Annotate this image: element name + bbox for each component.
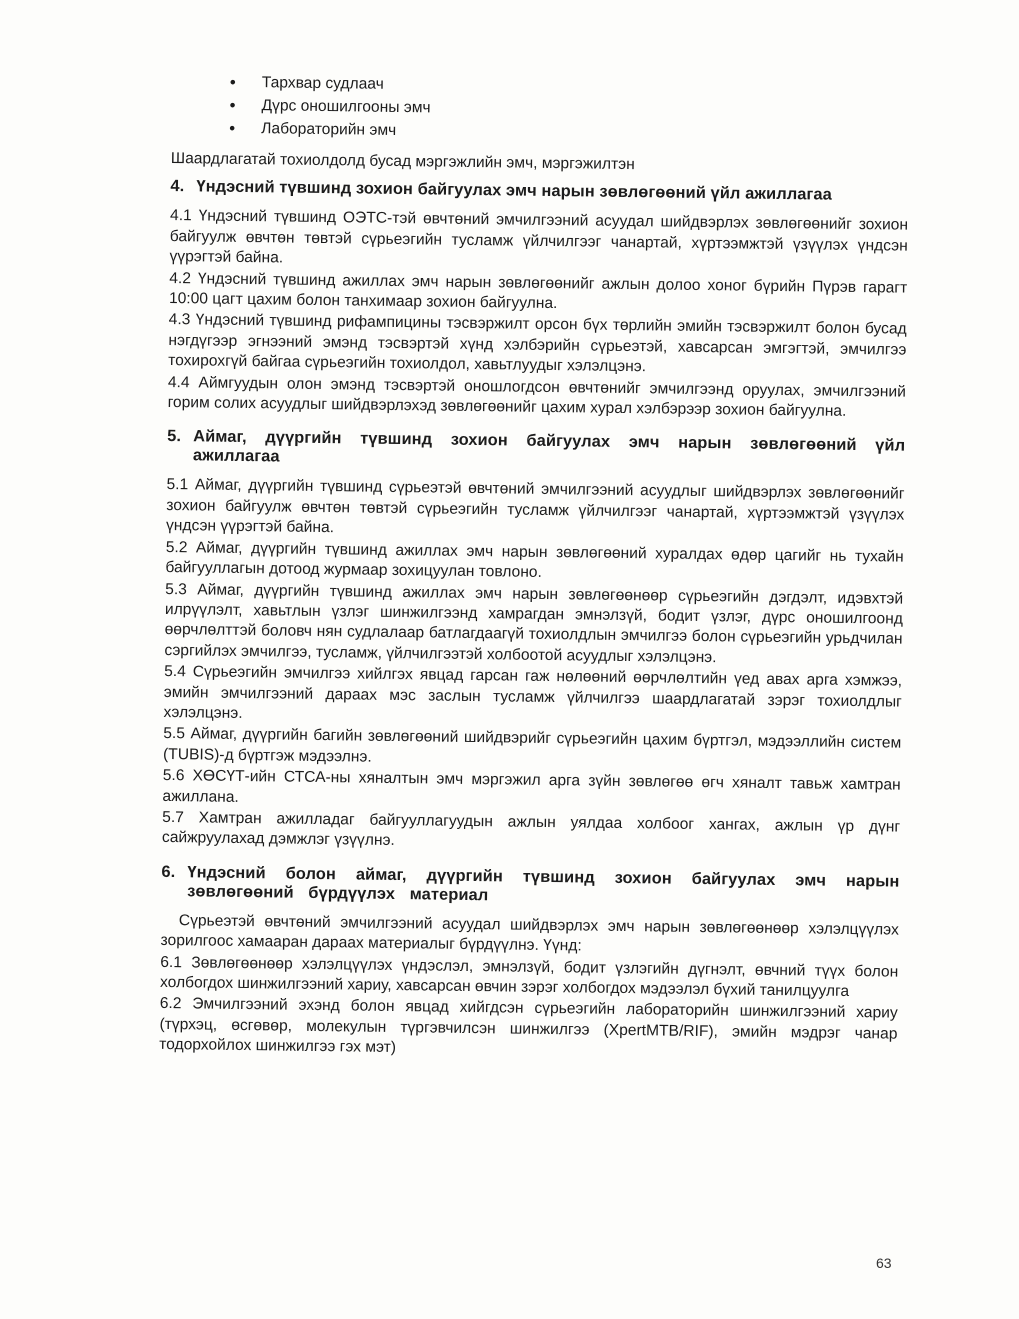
paragraph-6-2: 6.2 Эмчилгээний эхэнд болон явцад хийгдсэн сүрьеэгийн лабораторийн шинжилгээний хариу (түрхэц, өсгөвөр, молекулын түргэвчилсэн шинжилгээ (XpertMTB/RIF), эмийн мэдрэг чанар тодорхойлох шинжилгээ гэх мэт) <box>159 995 898 1057</box>
paragraph-5-5: 5.5 Аймаг, дүүргийн багийн зөвлөгөөний шийдвэрийг сүрьеэгийн цахим бүртгэл, мэдээллийн систем (TUBIS)-д бүртгэж мэдээлнэ. <box>162 725 902 766</box>
paragraph-5-6: 5.6 ХӨСҮТ-ийн СТСА-ны хяналтын эмч мэргэжил арга зүйн зөвлөгөө өгч хяналт тавьж хамтран ажиллана. <box>162 767 901 806</box>
paragraph-4-4: 4.4 Аймгуудын олон эмэнд тэсвэртэй оношлогдсон өвчтөнийг эмчилгээнд оруулах, эмчилгээний горим солих асуудлыг шийдвэрлэхэд зөвлөгөөнийг цахим хурал хэлбэрээр зохион байгуулна. <box>167 373 906 420</box>
section-number: 5. <box>167 427 182 446</box>
section-6-intro: Сүрьеэтэй өвчтөний эмчилгээний асуудал шийдвэрлэх эмч нарын зөвлөгөөнөөр хэлэлцүүлэх зорилгоос хамааран дараах материалыг бүрдүүлнэ. Үүнд: <box>160 911 899 955</box>
section-title: Үндэсний болон аймаг, дүүргийн түвшинд зохион байгуулах эмч нарын зөвлөгөөний бүрдүүлэх материал <box>187 863 900 904</box>
section-6-heading <box>161 863 899 911</box>
paragraph-5-3: 5.3 Аймаг, дүүргийн түвшинд ажиллах эмч нарын зөвлөгөөнөөр сүрьеэгийн дэгдэлт, идэвхтэй илрүүлэлт, хавьтлын үзлэг шинжилгээнд хамрагдан эмнэлзүй, бодит үзлэг, дүрс оношилгоонд өөрчлөлттэй боловч нян судлалаар батлагдаагүй тохиолдлын эмчилгээ болон сүрьеэгийн урьдчилан сэргийлэх эмчилгээ, тусламж, үйлчилгээтэй холбоотой асуудлыг хэлэлцэнэ. <box>164 580 904 666</box>
specialist-list <box>229 71 910 149</box>
list-item: • Тархвар судлаач <box>230 71 910 103</box>
section-5-heading <box>167 427 905 475</box>
paragraph-6-1: 6.1 Зөвлөгөөнөөр хэлэлцүүлэх үндэслэл, эмнэлзүй, бодит үзлэгийн дүгнэлт, өвчний түүх болон холбогдох шинжилгээний хариу, хавсарсан өвчин зэрэг холбогдох мэдээлэл бүхий танилцуулга <box>159 953 899 1000</box>
section-number: 4. <box>170 177 185 196</box>
section-4-heading <box>170 177 908 206</box>
paragraph-4-1: 4.1 Үндэсний түвшинд ОЭТС-тэй өвчтөний эмчилгээний асуудал шийдвэрлэх зөвлөгөөнийг зохион байгуулж өвчтөн төвтэй сүрьеэгийн тусламж үйлчилгээг чанартай, хүртээмжтэй үзүүлэх үндсэн үүрэгтэй байна. <box>169 207 909 267</box>
page-number: 63 <box>876 1255 892 1271</box>
page-content <box>159 70 910 1066</box>
section-title: Үндэсний түвшинд зохион байгуулах эмч нарын зөвлөгөөний үйл ажиллагаа <box>196 177 832 205</box>
paragraph-5-2: 5.2 Аймаг, дүүргийн түвшинд ажиллах эмч нарын зөвлөгөөний хуралдах өдөр цагийг нь тухайн байгууллагын дотоод журмаар зохицуулан товлоно. <box>165 538 904 581</box>
intro-text: Шаардлагатай тохиолдолд бусад мэргэжлийн эмч, мэргэжилтэн <box>170 149 635 174</box>
list-item: • Дүрс оношилгооны эмч <box>229 94 909 126</box>
section-title: Аймаг, дүүргийн түвшинд зохион байгуулах эмч нарын зөвлөгөөний үйл ажиллагаа <box>192 427 906 466</box>
paragraph-5-4: 5.4 Сүрьеэгийн эмчилгээ хийлгэх явцад гарсан гаж нөлөөний өөрчлөлтийн үед авах арга хэмжээ, эмийн эмчилгээний дараах мэс заслын тусламж үйлчилгээ шаардлагатай зэрэг тохиолдлыг хэлэлцэнэ. <box>163 663 903 722</box>
paragraph-4-2: 4.2 Үндэсний түвшинд ажиллах эмч нарын зөвлөгөөнийг ажлын долоо хоног бүрийн Пүрэв гарагт 10:00 цагт цахим болон танхимаар зохион байгуулна. <box>168 269 908 313</box>
list-item: • Лабораторийн эмч <box>229 117 909 149</box>
paragraph-5-7: 5.7 Хамтран ажилладаг байгууллагуудын ажлын уялдаа холбоог хангах, ажлын үр дүнг сайжруулахад дэмжлэг үзүүлнэ. <box>161 808 901 850</box>
section-number: 6. <box>161 862 176 881</box>
paragraph-5-1: 5.1 Аймаг, дүүргийн түвшинд сүрьеэтэй өвчтөний эмчилгээний асуудлыг шийдвэрлэх зөвлөгөөнийг зохион байгуулж өвчтөн төвтэй сүрьеэгийн тусламж үйлчилгээг чанартай, хүртээмжтэй үзүүлэх үндсэн үүрэгтэй байна. <box>165 476 905 537</box>
paragraph-4-3: 4.3 Үндэсний түвшинд рифампицины тэсвэржилт орсон бүх төрлийн эмийн тэсвэржилт болон бусад нэгдүгээр эгнээний эмэнд тэсвэртэй хүнд хэлбэрийн сүрьеэтэй, хавсарсан эмгэгтэй, эмчилгээ тохирохгүй байгаа сүрьеэгийн тохиолдол, хавьтлуудыг хэлэлцэнэ. <box>168 311 907 376</box>
